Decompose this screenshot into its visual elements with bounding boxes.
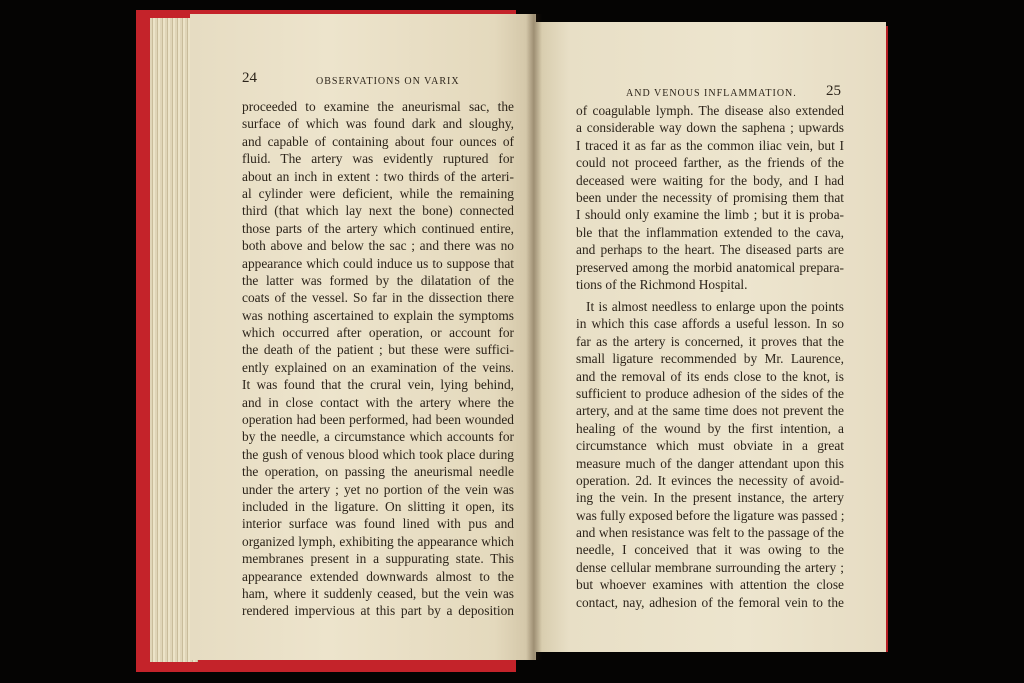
text-line: contact, nay, adhesion of the femoral vein to the — [576, 594, 844, 610]
text-line: and perhaps to the heart. The diseased parts are — [576, 242, 844, 258]
text-line: surface of which was found dark and sloughy, — [242, 116, 514, 132]
right-running-head: AND VENOUS INFLAMMATION. — [626, 88, 797, 99]
text-line: about an inch in extent : two thirds of the arteri- — [242, 168, 514, 184]
text-line: needle, I conceived that it was owing to the — [576, 542, 844, 558]
text-line: ham, where it suddenly ceased, but the vein was — [242, 585, 514, 601]
text-line: and in close contact with the artery where the — [242, 394, 514, 410]
text-line: included in the ligature. On slitting it open, its — [242, 498, 514, 514]
text-line: but whoever examines with attention the close — [576, 577, 844, 593]
text-line: proceeded to examine the aneurismal sac, the — [242, 99, 514, 114]
left-page-number: 24 — [242, 70, 257, 86]
text-line: measure much of the danger attendant upon this — [576, 455, 844, 471]
right-page-paragraph-1 — [576, 102, 844, 293]
text-line: dense cellular membrane surrounding the artery ; — [576, 559, 844, 575]
text-line: deceased were waiting for the body, and I had — [576, 172, 844, 188]
text-line: interior surface was found lined with pus and — [242, 516, 514, 532]
text-line: ing the vein. In the present instance, the artery — [576, 490, 844, 506]
text-line: and the removal of its ends close to the knot, is — [576, 368, 844, 384]
right-page — [534, 22, 886, 652]
text-line: the gush of venous blood which took place during — [242, 446, 514, 462]
text-line: small ligature recommended by Mr. Laurence, — [576, 351, 844, 367]
text-line: and capable of containing about four ounces of — [242, 133, 514, 149]
text-line: those parts of the artery which continued entire, — [242, 220, 514, 236]
text-line: third (that which lay next the bone) connected — [242, 203, 514, 219]
text-line: by the needle, a circumstance which accounts for — [242, 429, 514, 445]
left-page-text — [242, 98, 514, 620]
text-line: appearance extended downwards almost to the — [242, 568, 514, 584]
left-running-head: OBSERVATIONS ON VARIX — [316, 76, 460, 87]
text-line: I traced it as far as the common iliac vein, but I — [576, 137, 844, 153]
text-line: membranes present in a suppurating state. This — [242, 551, 514, 567]
text-line: organized lymph, exhibiting the appearance which — [242, 533, 514, 549]
text-line: in which this case affords a useful lesson. In so — [576, 316, 844, 332]
text-line: coats of the vessel. So far in the dissection there — [242, 290, 514, 306]
text-line: the latter was formed by the dilatation of the — [242, 272, 514, 288]
text-line: of coagulable lymph. The disease also extended — [576, 103, 844, 118]
text-line: rendered impervious at this part by a deposition — [242, 603, 514, 619]
text-line: operation had been performed, had been wounded — [242, 412, 514, 428]
text-line: far as the artery is concerned, it proves that the — [576, 333, 844, 349]
text-line: tions of the Richmond Hospital. — [576, 276, 748, 292]
text-line: the death of the patient ; but these were suffici- — [242, 342, 514, 358]
text-line: preserved among the morbid anatomical prepara- — [576, 259, 844, 275]
right-page-paragraph-2 — [576, 298, 844, 611]
text-line: appearance which could induce us to suppose that — [242, 255, 514, 271]
text-line: been under the necessity of promising them that — [576, 189, 844, 205]
text-line: I should only examine the limb ; but it is proba- — [576, 207, 844, 223]
text-line: was nothing ascertained to explain the symptoms — [242, 307, 514, 323]
book-gutter — [526, 14, 542, 660]
text-line: ble that the inflammation extended to the cava, — [576, 224, 844, 240]
text-line: and when resistance was felt to the passage of the — [576, 525, 844, 541]
text-line: fluid. The artery was evidently ruptured for — [242, 151, 514, 167]
right-page-number: 25 — [826, 83, 841, 99]
text-line: healing of the wound by the first intention, a — [576, 420, 844, 436]
text-line: operation. 2d. It evinces the necessity of avoid- — [576, 472, 844, 488]
text-line: al cylinder were deficient, while the remaining — [242, 185, 514, 201]
text-line: was fully exposed before the ligature was passed ; — [576, 507, 844, 523]
text-line: artery, and at the same time does not prevent the — [576, 403, 844, 419]
text-line: which occurred after operation, or account for — [242, 325, 514, 341]
left-page — [190, 14, 536, 660]
text-line: It was found that the crural vein, lying behind, — [242, 377, 514, 393]
text-line: ently explained on an examination of the veins. — [242, 359, 514, 375]
text-line: the operation, on passing the aneurismal needle — [242, 464, 514, 480]
text-line: a considerable way down the saphena ; upwards — [576, 120, 844, 136]
text-line: under the artery ; yet no portion of the vein was — [242, 481, 514, 497]
text-line: both above and below the sac ; and there was no — [242, 238, 514, 254]
text-line: sufficient to produce adhesion of the sides of the — [576, 385, 844, 401]
text-line: could not proceed farther, as the friends of the — [576, 155, 844, 171]
text-line: It is almost needless to enlarge upon the points — [586, 299, 844, 314]
text-line: circumstance which must obviate in a great — [576, 438, 844, 454]
